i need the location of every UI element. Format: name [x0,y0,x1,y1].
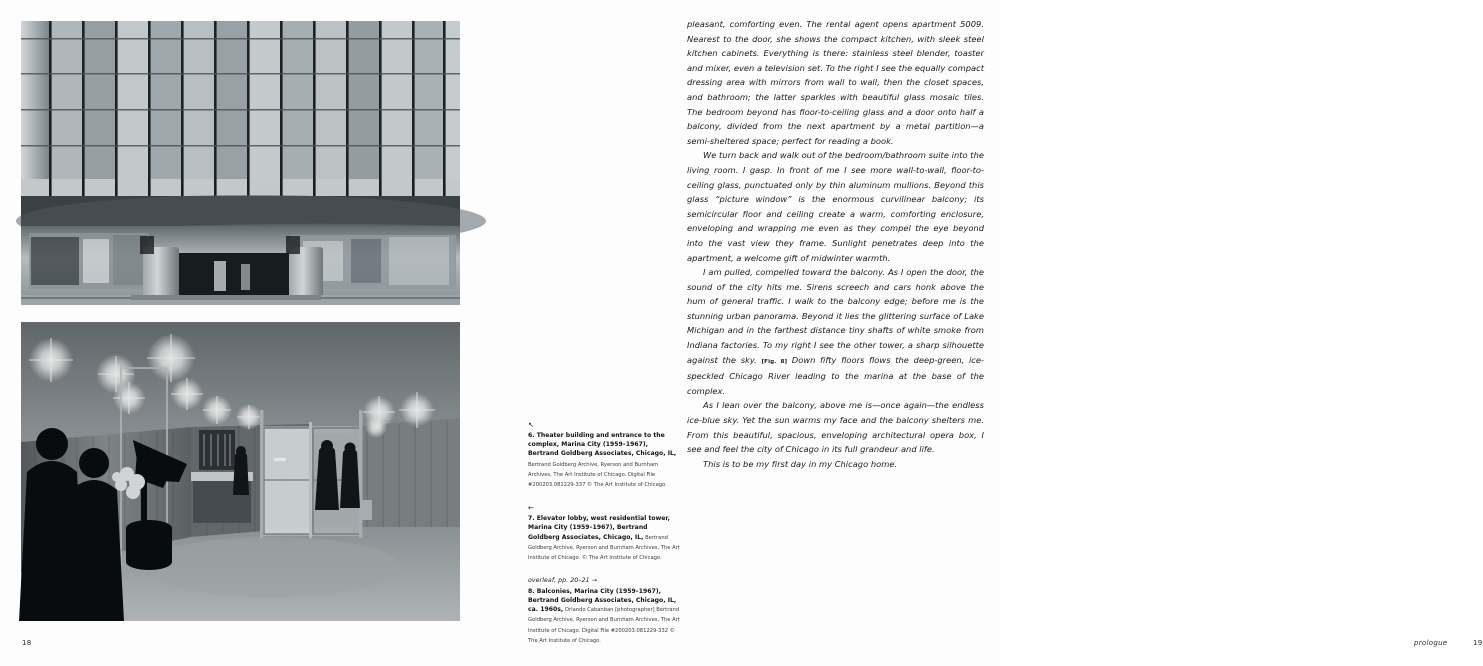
caption-block-8 [528,576,680,646]
caption-7-text [528,514,680,563]
caption-7-headline: 7. Elevator lobby, west residential tower, Marina City (1959–1967), Bertrand Goldberg Associates, Chicago, IL, [528,515,670,541]
folio-left: 18 [22,639,32,647]
caption-6-headline: 6. Theater building and entrance to the complex, Marina City (1959–1967), Bertrand Goldberg Associates, Chicago, IL, [528,432,677,458]
overleaf-note: overleaf, pp. 20–21 → [528,577,597,585]
theater-building-entrance-photo [21,21,460,305]
figure-reference-8: [Fig. 8] [761,358,788,365]
up-left-arrow-icon: ↖ [528,421,534,429]
body-paragraph-3 [687,265,984,398]
body-paragraph-4: As I lean over the balcony, above me is—once again—the endless ice-blue sky. Yet the sun warms my face and the balcony shelters me. From this beautiful, spacious, enveloping architectural opera box, I see and feel the city of Chicago in its full grandeur and life. [687,400,984,455]
caption-8-credit: Orlando Cabanban [photographer] Bertrand Goldberg Archive, Ryerson and Burnham Archives, The Art Institute of Chicago. Digital File #200203.081229-332 © The Art Institute of Chicago. [528,607,680,644]
caption-8-headline: 8. Balconies, Marina City (1959–1967), Bertrand Goldberg Associates, Chicago, IL, ca. 1960s, [528,587,677,614]
body-paragraph-5: This is to be my first day in my Chicago home. [703,458,898,469]
caption-block-6 [528,420,680,490]
right-page [500,0,1483,666]
caption-block-7 [528,503,680,563]
caption-6-credit: Bertrand Goldberg Archive, Ryerson and Burnham Archives, The Art Institute of Chicago. Digital File #200203.081229-337 © The Art Institute of Chicago. [528,461,667,489]
body-paragraph-3-part-a: I am pulled, compelled toward the balcony. As I open the door, the sound of the city hits me. Sirens screech and cars honk above the hum of general traffic. I walk to the balcony edge; before me is the stunning urban panorama. Beyond it lies the glittering surface of Lake Michigan and in the farthest distance tiny shafts of white smoke from Indiana factories. To my right I see the other tower, a sharp silhouette against the sky. [687,267,984,365]
left-page [0,0,500,666]
body-text-column [687,17,984,471]
body-paragraph-1: pleasant, comforting even. The rental agent opens apartment 5009. Nearest to the door, she shows the compact kitchen, with sleek steel kitchen cabinets. Everything is there: stainless steel blender, toaster and mixer, even a television set. To the right I see the equally compact dressing area with mirrors from wall to wall, then the closet spaces, and bathroom; the latter sparkles with beautiful glass mosaic tiles. The bedroom beyond has floor-to-ceiling glass and a door onto half a balcony, divided from the next apartment by a metal partition—a semi-sheltered space; perfect for reading a book. [687,19,984,146]
folio-right: 19 [1473,639,1483,647]
body-paragraph-3-part-b: Down fifty floors flows the deep-green, ice-speckled Chicago River leading to the marina at the base of the complex. [687,354,984,396]
body-paragraph-2: We turn back and walk out of the bedroom/bathroom suite into the living room. I gasp. In front of me I see more wall-to-wall, floor-to-ceiling glass, punctuated only by thin aluminum mullions. Beyond this glass “picture window” is the enormous curvilinear balcony; its semicircular floor and ceiling create a warm, comforting enclosure, enveloping and wrapping me even as they compel the eye beyond into the vast view they frame. Sunlight penetrates deep into the apartment, a welcome gift of midwinter warmth. [687,150,984,263]
caption-7-credit: Bertrand Goldberg Archive, Ryerson and Burnham Archives, The Art Institute of Chicago. © The Art Institute of Chicago. [528,534,680,562]
caption-6-text [528,431,680,490]
caption-8-text [528,587,680,646]
caption-column [528,420,680,659]
elevator-lobby-photo [21,322,460,621]
folio-right-label: prologue [1414,639,1448,647]
left-arrow-icon: ← [528,504,534,513]
